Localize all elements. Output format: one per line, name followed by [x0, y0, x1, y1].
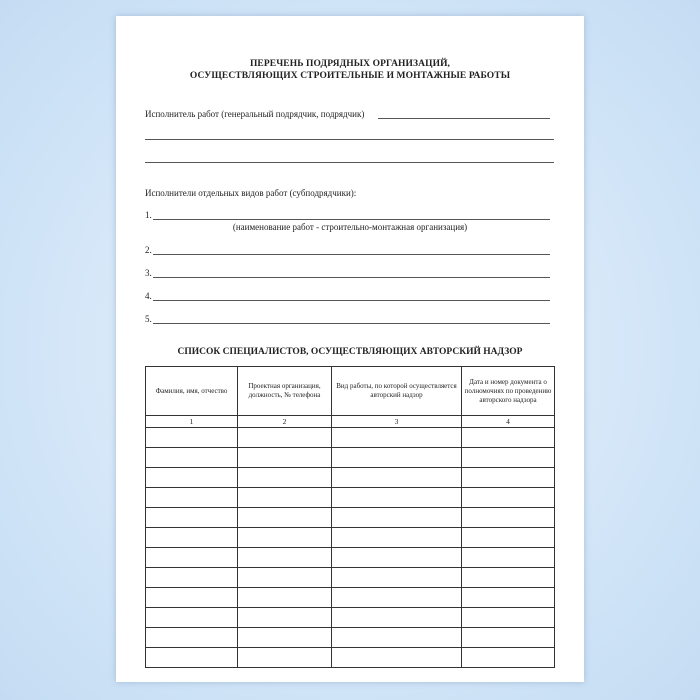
table-cell[interactable] [462, 528, 555, 548]
table-cell[interactable] [462, 568, 555, 588]
specialists-title: СПИСОК СПЕЦИАЛИСТОВ, ОСУЩЕСТВЛЯЮЩИХ АВТОРСКИЙ НАДЗОР [177, 347, 523, 357]
column-number-row [146, 416, 555, 428]
table-cell[interactable] [332, 648, 462, 668]
entry-fill-line-4[interactable] [153, 300, 550, 301]
column-header-work-type: Вид работы, по которой осуществляется авторский надзор [332, 367, 462, 416]
table-cell[interactable] [462, 508, 555, 528]
specialists-table-body [146, 428, 555, 668]
entry-number-3: 3. [145, 268, 152, 278]
table-cell[interactable] [332, 428, 462, 448]
column-number-3: 3 [332, 416, 462, 428]
specialists-table [145, 366, 555, 668]
table-cell[interactable] [146, 648, 238, 668]
table-header-row [146, 367, 555, 416]
table-row [146, 488, 555, 508]
table-cell[interactable] [238, 468, 332, 488]
table-cell[interactable] [462, 628, 555, 648]
table-cell[interactable] [332, 468, 462, 488]
table-cell[interactable] [238, 528, 332, 548]
contractor-label: Исполнитель работ (генеральный подрядчик, подрядчик) [145, 109, 365, 119]
column-number-1: 1 [146, 416, 238, 428]
contractor-fill-line[interactable] [378, 118, 550, 119]
subcontractors-label: Исполнители отдельных видов работ (субподрядчики): [145, 188, 357, 198]
entry-number-4: 4. [145, 291, 152, 301]
table-row [146, 648, 555, 668]
table-row [146, 608, 555, 628]
table-cell[interactable] [146, 628, 238, 648]
table-cell[interactable] [332, 628, 462, 648]
column-header-name: Фамилия, имя, отчество [146, 367, 238, 416]
table-cell[interactable] [238, 488, 332, 508]
table-row [146, 568, 555, 588]
table-cell[interactable] [332, 608, 462, 628]
table-row [146, 508, 555, 528]
table-cell[interactable] [146, 548, 238, 568]
contractor-fill-line-3[interactable] [145, 162, 554, 163]
table-cell[interactable] [238, 588, 332, 608]
table-cell[interactable] [238, 448, 332, 468]
table-row [146, 588, 555, 608]
table-cell[interactable] [146, 448, 238, 468]
table-cell[interactable] [332, 548, 462, 568]
table-cell[interactable] [332, 488, 462, 508]
contractor-fill-line-2[interactable] [145, 139, 554, 140]
table-cell[interactable] [462, 428, 555, 448]
entry-fill-line-1[interactable] [153, 219, 550, 220]
entry-fill-line-5[interactable] [153, 323, 550, 324]
table-row [146, 428, 555, 448]
table-cell[interactable] [332, 588, 462, 608]
table-row [146, 628, 555, 648]
table-cell[interactable] [332, 448, 462, 468]
document-title-line1: ПЕРЕЧЕНЬ ПОДРЯДНЫХ ОРГАНИЗАЦИЙ, [249, 59, 451, 69]
column-number-4: 4 [462, 416, 555, 428]
table-cell[interactable] [332, 508, 462, 528]
table-cell[interactable] [238, 508, 332, 528]
table-cell[interactable] [462, 488, 555, 508]
entry-number-2: 2. [145, 245, 152, 255]
table-cell[interactable] [238, 608, 332, 628]
table-cell[interactable] [146, 608, 238, 628]
entry-number-1: 1. [145, 210, 152, 220]
table-cell[interactable] [462, 588, 555, 608]
table-row [146, 468, 555, 488]
table-cell[interactable] [146, 528, 238, 548]
table-cell[interactable] [146, 568, 238, 588]
table-cell[interactable] [146, 488, 238, 508]
table-row [146, 448, 555, 468]
entry-fill-line-3[interactable] [153, 277, 550, 278]
table-cell[interactable] [238, 628, 332, 648]
document-page [116, 16, 584, 682]
table-cell[interactable] [332, 568, 462, 588]
column-number-2: 2 [238, 416, 332, 428]
table-row [146, 528, 555, 548]
table-cell[interactable] [238, 568, 332, 588]
column-header-organization: Проектная организация, должность, № телефона [238, 367, 332, 416]
table-cell[interactable] [332, 528, 462, 548]
entry-fill-line-2[interactable] [153, 254, 550, 255]
table-cell[interactable] [238, 548, 332, 568]
table-cell[interactable] [462, 468, 555, 488]
table-cell[interactable] [238, 428, 332, 448]
table-cell[interactable] [146, 588, 238, 608]
table-cell[interactable] [462, 548, 555, 568]
table-cell[interactable] [462, 648, 555, 668]
document-title-line2: ОСУЩЕСТВЛЯЮЩИХ СТРОИТЕЛЬНЫЕ И МОНТАЖНЫЕ РАБОТЫ [189, 71, 511, 81]
table-row [146, 548, 555, 568]
column-header-authority-document: Дата и номер документа о полномочиях по проведению авторского надзора [462, 367, 555, 416]
entry-number-5: 5. [145, 314, 152, 324]
table-cell[interactable] [146, 508, 238, 528]
table-cell[interactable] [462, 608, 555, 628]
entry-caption: (наименование работ - строительно-монтажная организация) [232, 222, 468, 232]
table-cell[interactable] [146, 468, 238, 488]
table-cell[interactable] [238, 648, 332, 668]
table-cell[interactable] [146, 428, 238, 448]
table-cell[interactable] [462, 448, 555, 468]
